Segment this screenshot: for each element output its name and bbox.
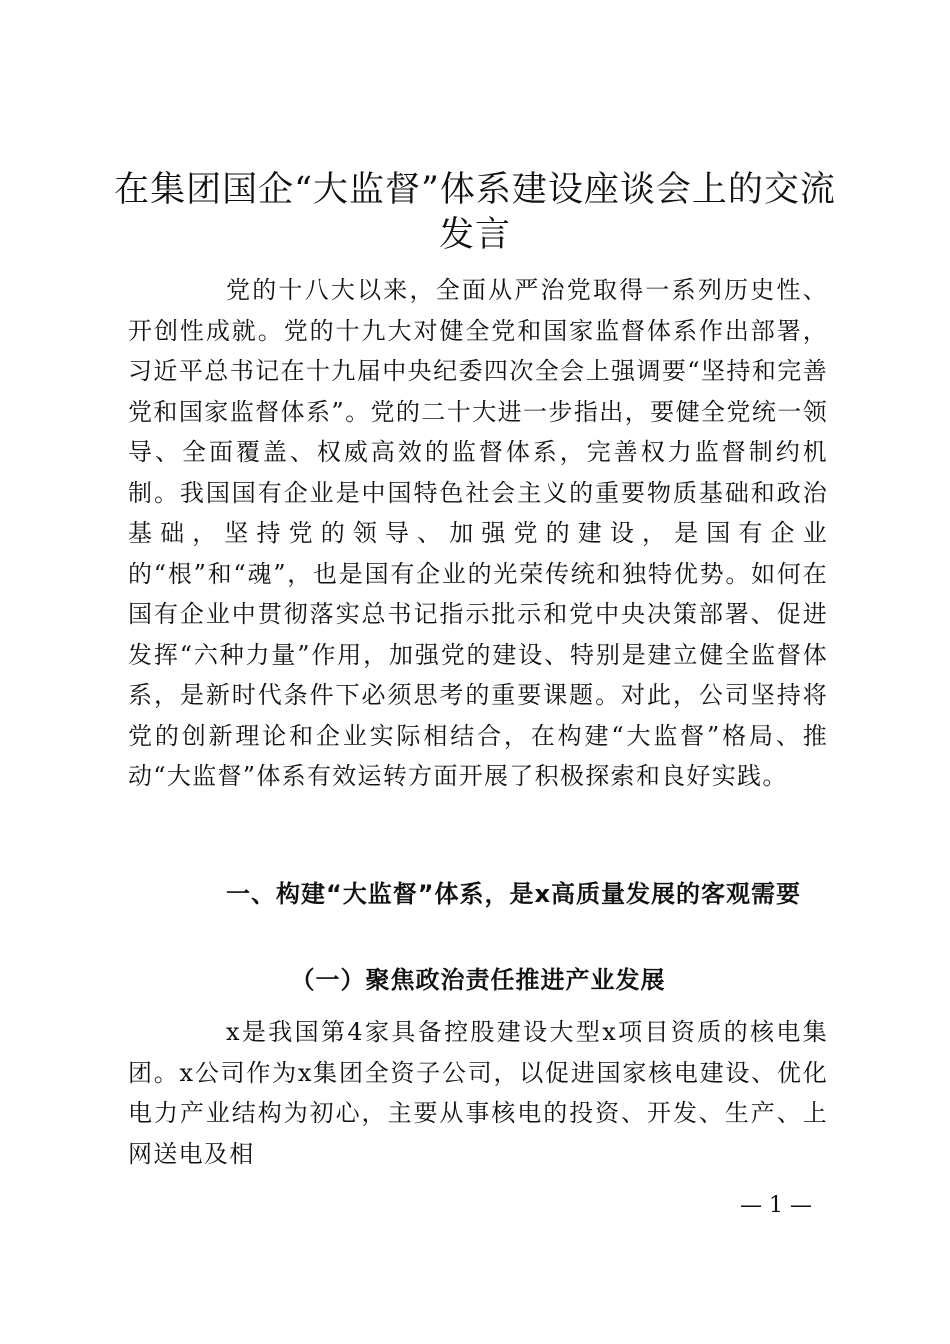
page-number: — 1 — [740, 1193, 812, 1218]
subsection-heading-1: （一）聚焦政治责任推进产业发展 [290, 965, 666, 994]
document-title: 在集团国企“大监督”体系建设座谈会上的交流发言 [114, 170, 836, 255]
body-paragraph-intro: 党的十八大以来，全面从严治党取得一系列历史性、开创性成就。党的十九大对健全党和国家监督体系作出部署，习近平总书记在十九届中央纪委四次全会上强调要“坚持和完善党和国家监督体系”。党的二十大进一步指出，要健全党统一领导、全面覆盖、权威高效的监督体系，完善权力监督制约机制。我国国有企业是中国特色社会主义的重要物质基础和政治基础，坚持党的领导、加强党的建设，是国有企业的“根”和“魂”，也是国有企业的光荣传统和独特优势。如何在国有企业中贯彻落实总书记指示批示和党中央决策部署、促进发挥“六种力量”作用，加强党的建设、特别是建立健全监督体系，是新时代条件下必须思考的重要课题。对此，公司坚持将党的创新理论和企业实际相结合，在构建“大监督”格局、推动“大监督”体系有效运转方面开展了积极探索和良好实践。 [128, 276, 828, 790]
section-heading-1: 一、构建“大监督”体系，是x高质量发展的客观需要 [226, 880, 802, 908]
body-paragraph-subsection: x是我国第4家具备控股建设大型x项目资质的核电集团。x公司作为x集团全资子公司，以促进国家核电建设、优化电力产业结构为初心，主要从事核电的投资、开发、生产、上网送电及相 [128, 1018, 828, 1168]
